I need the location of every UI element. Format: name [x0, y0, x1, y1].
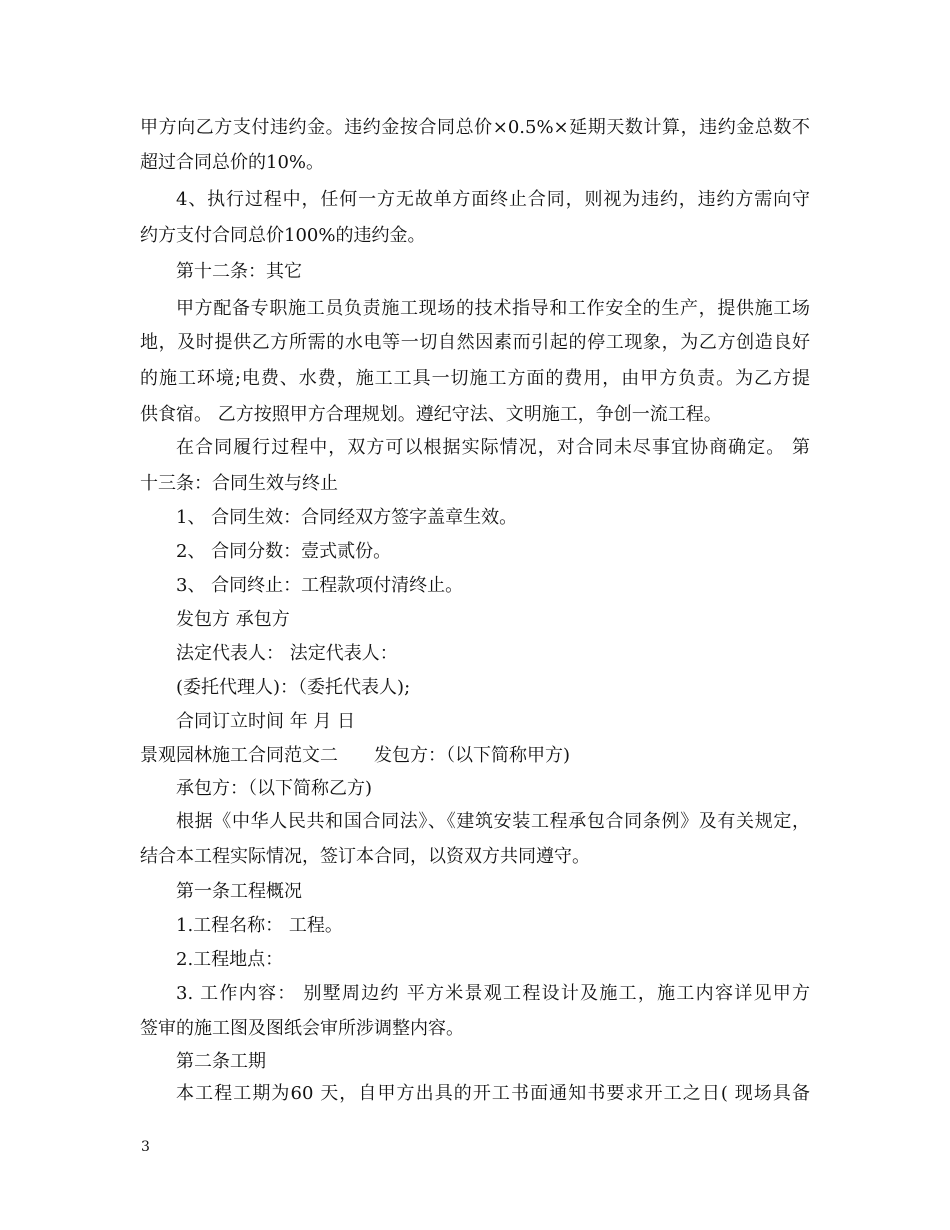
text-line: 甲方配备专职施工员负责施工现场的技术指导和工作安全的生产，提供施工场 [176, 298, 810, 319]
list-item: 1.工程名称： 工程。 [176, 915, 343, 936]
text-line: 供食宿。 乙方按照甲方合理规划。遵纪守法、文明施工，争创一流工程。 [140, 404, 722, 425]
text-line: 结合本工程实际情况，签订本合同，以资双方共同遵守。 [140, 846, 590, 867]
text-line: 签审的施工图及图纸会审所涉调整内容。 [140, 1018, 464, 1039]
list-item: 3、 合同终止：工程款项付清终止。 [176, 575, 464, 596]
text-line: 本工程工期为60 天，自甲方出具的开工书面通知书要求开工之日( 现场具备 [176, 1083, 810, 1104]
signature-line: 发包方 承包方 [176, 609, 290, 630]
list-item: 2、 合同分数：壹式贰份。 [176, 541, 392, 562]
signature-line: 法定代表人： 法定代表人： [176, 643, 398, 664]
text-line: 甲方向乙方支付违约金。违约金按合同总价×0.5%×延期天数计算，违约金总数不 [140, 117, 810, 138]
signature-line: (委托代理人)：（委托代表人); [176, 677, 411, 698]
text-line: 4、执行过程中，任何一方无故单方面终止合同，则视为违约，违约方需向守 [176, 189, 810, 210]
section-heading: 第二条工期 [176, 1051, 266, 1072]
section-title: 景观园林施工合同范文二 发包方：（以下简称甲方) [140, 745, 571, 766]
section-heading: 十三条：合同生效与终止 [140, 473, 338, 494]
text-line: 超过合同总价的10%。 [140, 152, 325, 173]
text-line: 地，及时提供乙方所需的水电等一切自然因素而引起的停工现象，为乙方创造良好 [140, 332, 810, 353]
page-number: 3 [141, 1139, 150, 1155]
signature-line: 合同订立时间 年 月 日 [176, 711, 356, 732]
section-heading: 第十二条：其它 [176, 261, 302, 282]
text-line: 承包方：（以下简称乙方) [176, 778, 373, 799]
list-item: 3. 工作内容： 别墅周边约 平方米景观工程设计及施工，施工内容详见甲方 [176, 983, 810, 1004]
text-line: 的施工环境;电费、水费，施工工具一切施工方面的费用，由甲方负责。为乙方提 [140, 368, 810, 389]
text-line: 根据《中华人民共和国合同法》、《建筑安装工程承包合同条例》及有关规定， [176, 811, 810, 832]
list-item: 1、 合同生效：合同经双方签字盖章生效。 [176, 507, 518, 528]
text-line: 约方支付合同总价100%的违约金。 [140, 225, 426, 246]
text-line: 在合同履行过程中，双方可以根据实际情况，对合同未尽事宜协商确定。 第 [176, 437, 810, 458]
section-heading: 第一条工程概况 [176, 881, 302, 902]
list-item: 2.工程地点： [176, 949, 284, 970]
